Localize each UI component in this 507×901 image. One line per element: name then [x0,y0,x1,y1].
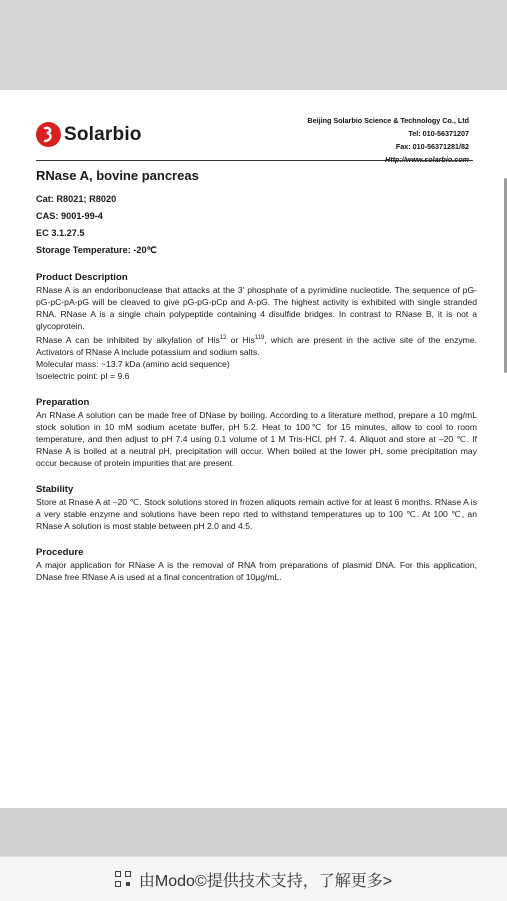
solarbio-logo-icon [36,122,61,147]
company-info [307,114,469,166]
company-tel: Tel: 010-56371207 [408,129,469,138]
document-content [36,168,477,583]
company-fax: Fax: 010-56371281/82 [395,142,469,151]
description-paragraph-2: RNase A can be inhibited by alkylation of His$^{12}$ or His$^{119}$, which are present in the active site of the enzyme. Activators of RNase A include potassium and sodium salts. [36,334,477,357]
preparation-paragraph: An RNase A solution can be made free of DNase by boiling. According to a literature method, prepare a 10 mg/mL stock solution in 10 mM sodium acetate buffer, pH 5.2. Heat to 100℃ for 15 minutes, allow to cool to room temperature, and then adjust to pH 7.4 using 0.1 volume of 1 M Tris-HCl, pH 7. 4. Aliquot and store at –20 ℃. If RNase A is boiled at a neutral pH, precipitation will occur. When boiled at the lower pH, some precipitation may occur because of protein impurities that are present. [36,409,477,468]
brand-logo [36,122,142,147]
description-heading: Product Description [36,272,128,283]
procedure-paragraph: A major application for RNase A is the removal of RNA from preparations of plasmid DNA. For this application, DNase free RNase A is used at a final concentration of 10μg/mL. [36,559,477,582]
footer-link[interactable]: 由Modo©提供技术支持，了解更多> [138,872,393,890]
bottom-gray-band [0,808,507,856]
header-divider [36,160,473,161]
cat-number: Cat: R8021; R8020 [36,194,117,204]
molecular-mass: Molecular mass: ~13.7 kDa (amino acid sequence) [36,358,230,369]
qr-code-icon [115,871,131,887]
company-name: Beijing Solarbio Science & Technology Co., Ltd [307,116,469,125]
preparation-heading: Preparation [36,396,90,408]
top-gray-band [0,0,507,90]
isoelectric-point: Isoelectric point: pI = 9.6 [36,370,130,381]
company-url[interactable]: Http://www.solarbio.com [385,155,469,164]
cas-number: CAS: 9001-99-4 [36,211,103,221]
storage-temperature: Storage Temperature: -20℃ [36,245,157,255]
procedure-heading: Procedure [36,546,84,558]
footer-bar[interactable] [0,856,507,901]
ec-number: EC 3.1.27.5 [36,228,85,238]
stability-heading: Stability [36,483,74,495]
description-paragraph-1: RNase A is an endoribonuclease that attacks at the 3' phosphate of a pyrimidine nucleotide. The sequence of pG-pG-pC-pA-pG will be cleaved to give pG-pG-pCp and A-pG. The highest activity is exhibited with single stranded RNA. RNase A is a single chain polypeptide containing 4 disulfide bridges. In contrast to RNase B, it is not a glycoprotein. [36,285,477,331]
stability-paragraph: Store at Rnase A at –20 ℃. Stock solutions stored in frozen aliquots remain active for at least 6 months. RNase A is a very stable enzyme and solutions have been repo rted to withstand temperatures up to 100 ℃. At 100 ℃, an RNase A solution is most stable between pH 2.0 and 4.5. [36,496,477,531]
product-title: RNase A, bovine pancreas [36,168,199,183]
brand-name: Solarbio [64,123,142,145]
